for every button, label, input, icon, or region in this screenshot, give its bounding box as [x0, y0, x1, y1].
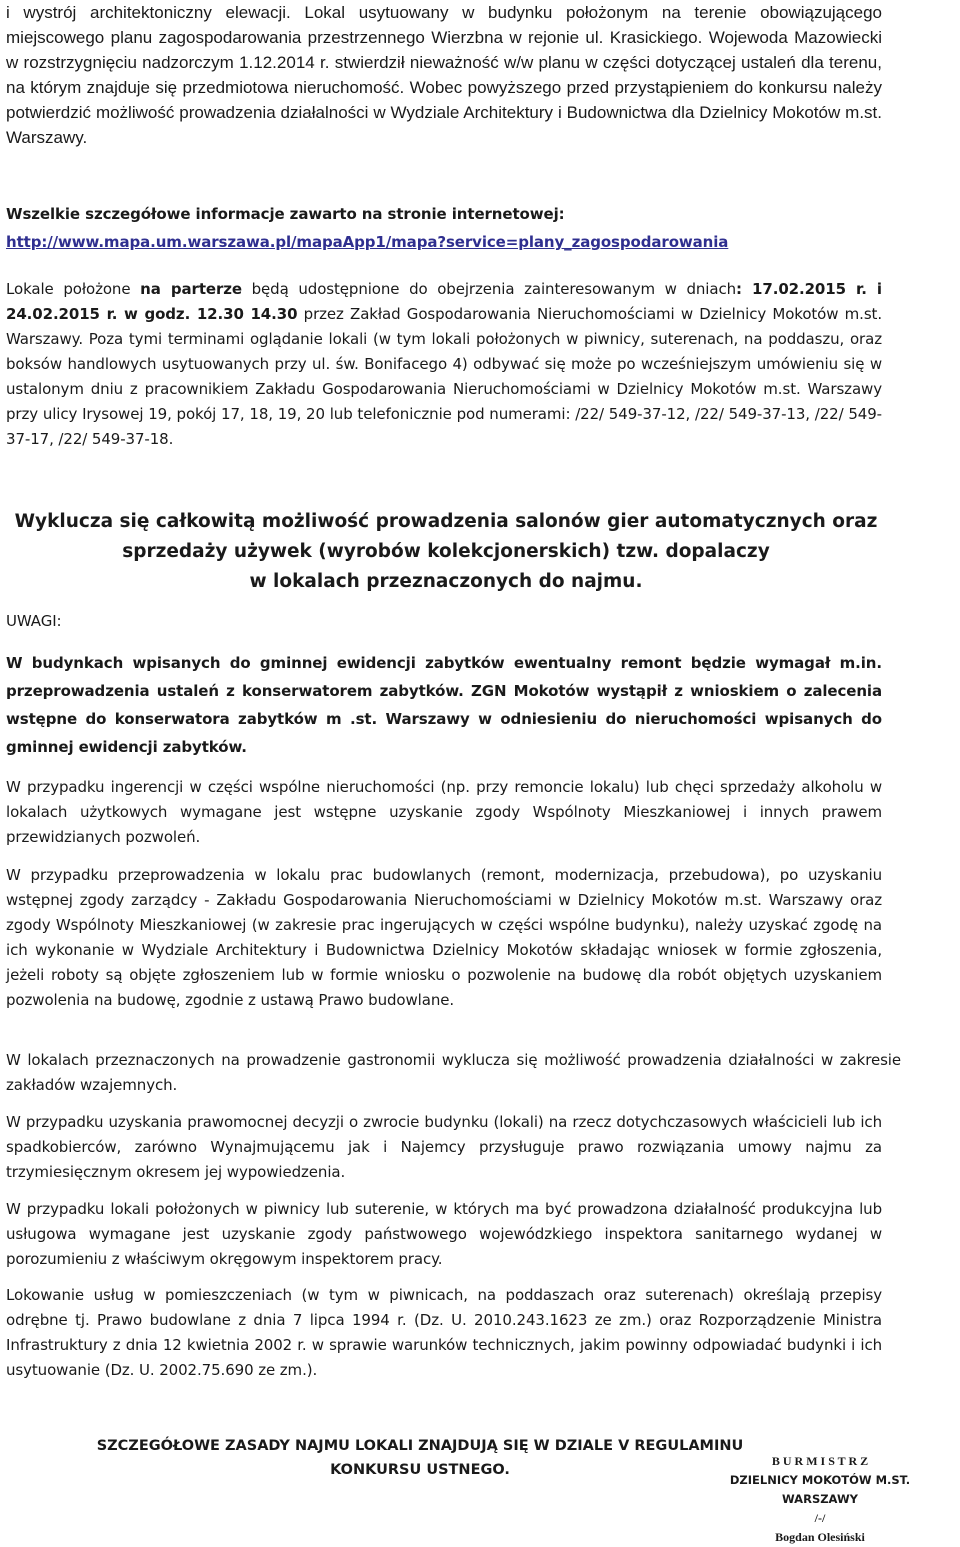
exclusion-line-2: sprzedaży używek (wyrobów kolekcjonerskich) tzw. dopalaczy	[122, 541, 770, 562]
paragraph-restitution: W przypadku uzyskania prawomocnej decyzji o zwrocie budynku (lokali) na rzecz dotychczasowych właścicieli lub ich spadkobierców, zarówno Wynajmującemu jak i Najemcy przysługuje prawo rozwiązania umowy najmu za trzymiesięcznym okresem jej wypowiedzenia.	[6, 1113, 882, 1181]
paragraph-gastronomy: W lokalach przeznaczonych na prowadzenie gastronomii wyklucza się możliwość prowadzenia działalności w zakresie zakładów wzajemnych.	[6, 1051, 901, 1094]
signature-name: Bogdan Olesiński	[775, 1530, 865, 1544]
plans-link[interactable]: http://www.mapa.um.warszawa.pl/mapaApp1/mapa?service=plany_zagospodarowania	[6, 233, 729, 251]
exclusion-notice	[6, 507, 886, 597]
signature-mark: /-/	[814, 1511, 826, 1525]
info-heading: Wszelkie szczegółowe informacje zawarto na stronie internetowej:	[6, 205, 565, 223]
uwagi-label: UWAGI:	[6, 612, 62, 630]
paragraph-regulations: Lokowanie usług w pomieszczeniach (w tym w piwnicach, na poddaszach oraz suterenach) określają przepisy odrębne tj. Prawo budowlane z dnia 7 lipca 1994 r. (Dz. U. 2010.243.1623 ze zm.) oraz Rozporządzenie Ministra Infrastruktury z dnia 12 kwietnia 2002 r. w sprawie warunków technicznych, jakim powinny odpowiadać budynki i ich usytuowanie (Dz. U. 2002.75.690 ze zm.).	[6, 1286, 882, 1379]
viewing-text-f: Poza tymi terminami oglądanie lokali (w tym lokali położonych w piwnicy, suterenach, na poddaszu, oraz boksów handlowych usytuowanych przy ul. św. Bonifacego 4) odbywać się może po wcześniejszym umówieniu się w ustalonym dniu z pracownikiem Zakładu Gospodarowania Nieruchomościami w Dzielnicy Mokotów m.st. Warszawy przy ulicy Irysowej 19, pokój 17, 18, 19, 20 lub telefonicznie pod numerami: /22/ 549-37-12, /22/ 549-37-13, /22/ 549-37-17, /22/ 549-37-18.	[6, 330, 882, 448]
viewing-text-a: Lokale położone	[6, 280, 141, 298]
viewing-floor: na parterze	[140, 280, 242, 298]
uwagi-monuments: W budynkach wpisanych do gminnej ewidencji zabytków ewentualny remont będzie wymagał m.in. przeprowadzenia ustaleń z konserwatorem zabytków. ZGN Mokotów wystąpił z wnioskiem o zalecenia wstępne do konserwatora zabytków m .st. Warszawy w odniesieniu do nieruchomości wpisanych do gminnej ewidencji zabytków.	[6, 654, 882, 756]
viewing-dates: : 17.02.2015 r. i 24.02.2015 r. w godz. 12.30 14.30	[6, 280, 882, 323]
paragraph-viewing	[6, 277, 882, 452]
signature-district: DZIELNICY MOKOTÓW M.ST. WARSZAWY	[729, 1473, 911, 1506]
paragraph-construction: W przypadku przeprowadzenia w lokalu prac budowlanych (remont, modernizacja, przebudowa), po uzyskaniu wstępnej zgody zarządcy - Zakładu Gospodarowania Nieruchomościami w Dzielnicy Mokotów m.st. Warszawy oraz zgody Wspólnoty Mieszkaniowej (w zakresie prac ingerujących w części wspólne budynku), należy uzyskać zgodę na ich wykonanie w Wydziale Architektury i Budownictwa Dzielnicy Mokotów składając wniosek w formie zgłoszenia, jeżeli roboty są objęte zgłoszeniem lub w formie wniosku o pozwolenie na budowę dla robót objętych uzyskaniem pozwolenia na budowę, zgodnie z ustawą Prawo budowlane.	[6, 866, 882, 1009]
paragraph-common-parts: W przypadku ingerencji w części wspólne nieruchomości (np. przy remoncie lokalu) lub chęci sprzedaży alkoholu w lokalach użytkowych wymagane jest wstępne uzyskanie zgody Wspólnoty Mieszkaniowej i innych prawem przewidzianych pozwoleń.	[6, 778, 882, 846]
viewing-text-e: przez Zakład Gospodarowania Nieruchomościami w Dzielnicy Mokotów m.st. Warszawy.	[6, 305, 882, 348]
paragraph-plan-info: i wystrój architektoniczny elewacji. Lokal usytuowany w budynku położonym na terenie obowiązującego miejscowego planu zagospodarowania przestrzennego Wierzbna w rejonie ul. Krasickiego. Wojewoda Mazowiecki w rozstrzygnięciu nadzorczym 1.12.2014 r. stwierdził nieważność w/w planu w części dotyczącej ustaleń dla terenu, na którym znajduje się przedmiotowa nieruchomość. Wobec powyższego przed przystąpieniem do konkursu należy potwierdzić możliwość prowadzenia działalności w Wydziale Architektury i Budownictwa dla Dzielnicy Mokotów m.st. Warszawy.	[6, 3, 882, 147]
exclusion-line-1: Wyklucza się całkowitą możliwość prowadzenia salonów gier automatycznych oraz	[14, 511, 878, 532]
signature-title: B U R M I S T R Z	[771, 1454, 869, 1468]
signature-block	[690, 1452, 950, 1547]
info-section	[6, 202, 882, 255]
footer-rules-notice: SZCZEGÓŁOWE ZASADY NAJMU LOKALI ZNAJDUJĄ SIĘ W DZIALE V REGULAMINU KONKURSU USTNEGO.	[96, 1438, 744, 1478]
exclusion-line-3: w lokalach przeznaczonych do najmu.	[249, 571, 643, 592]
paragraph-basement: W przypadku lokali położonych w piwnicy lub suterenie, w których ma być prowadzona działalność produkcyjna lub usługowa wymagane jest uzyskanie zgody państwowego wojewódzkiego inspektora sanitarnego wydanej w porozumieniu z właściwym okręgowym inspektorem pracy.	[6, 1200, 882, 1268]
viewing-text-c: będą udostępnione do obejrzenia zainteresowanym w dniach	[241, 280, 737, 298]
